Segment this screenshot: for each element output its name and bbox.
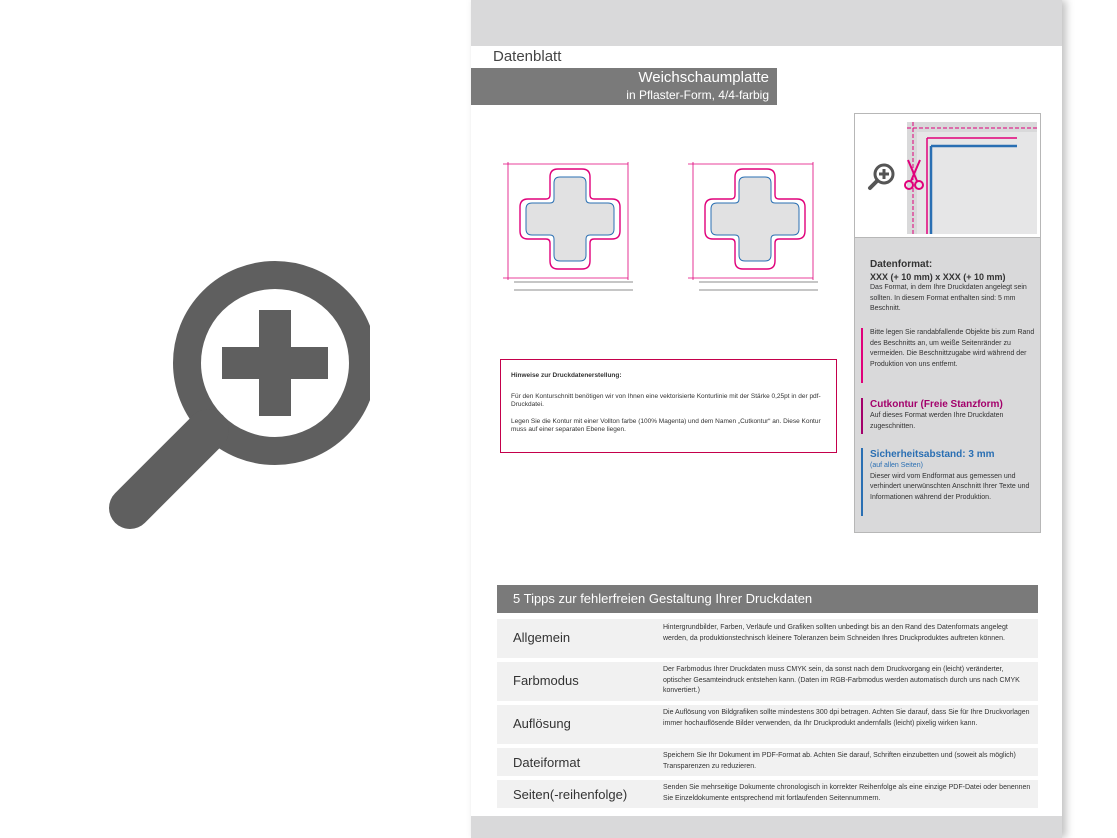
template-diagram-back (683, 152, 823, 297)
format-block (870, 258, 1035, 315)
product-title: Weichschaumplatte (638, 69, 769, 86)
top-band (471, 0, 1062, 46)
tip-label: Allgemein (513, 630, 571, 645)
format-size: XXX (+ 10 mm) x XXX (+ 10 mm) (870, 272, 1006, 282)
safety-marker (861, 448, 863, 516)
tip-label: Dateiformat (513, 755, 581, 770)
tip-label: Auflösung (513, 716, 571, 731)
zoom-in-icon[interactable] (867, 161, 897, 191)
tip-row (497, 619, 1038, 658)
format-heading: Datenformat: (870, 259, 933, 270)
format-text: Das Format, in dem Ihre Druckdaten angelegt sein sollten. In diesem Format enthalten sind: 5 mm Beschnitt. (870, 284, 1027, 312)
safety-block (870, 448, 1035, 503)
cut-block (870, 398, 1035, 432)
tip-label: Seiten(-reihenfolge) (513, 787, 628, 802)
datasheet-tab: Datenblatt (471, 46, 590, 68)
tip-row (497, 748, 1038, 776)
zoom-in-icon[interactable] (100, 250, 370, 550)
tip-label: Farbmodus (513, 673, 579, 688)
cut-text: Auf dieses Format werden Ihre Druckdaten zugeschnitten. (870, 412, 1004, 430)
product-subtitle: in Pflaster-Form, 4/4-farbig (626, 88, 769, 102)
cut-marker (861, 398, 863, 434)
safety-sub: (auf allen Seiten) (870, 462, 923, 469)
print-data-note (500, 359, 837, 453)
safety-text: Dieser wird vom Endformat aus gemessen und verhindert unerwünschten Anschnitt Ihrer Texte und Informationen während der Produktion. (870, 472, 1030, 501)
bleed-marker (861, 328, 863, 383)
note-paragraph-2: Legen Sie die Kontur mit einer Vollton farbe (100% Magenta) und dem Namen „Cutkontur“ an. Diese Kontur muss auf einer separaten Ebene liegen. (511, 417, 821, 433)
product-title-bar (471, 68, 777, 105)
template-diagram-front (498, 152, 638, 297)
bleed-text: Bitte legen Sie randabfallende Objekte bis zum Rand des Beschnitts an, um weiße Seitenränder zu vermeiden. Die Beschnittzugabe wird während der Produktion von uns entfernt. (870, 329, 1035, 368)
note-paragraph-1: Für den Konturschnitt benötigen wir von Ihnen eine vektorisierte Konturlinie mit der Stärke 0,25pt in der pdf-Druckdatei. (511, 392, 821, 408)
tip-text: Der Farbmodus Ihrer Druckdaten muss CMYK sein, da sonst nach dem Druckvorgang ein (leicht) veränderter, optischer Gesamteindruck entstehen kann. (Daten im RGB-Farbmodus werden automatisch durch uns nach CMYK konvertiert.) (663, 666, 1020, 694)
corner-zoom-panel (854, 113, 1041, 238)
format-info-panel (854, 238, 1041, 533)
tip-row (497, 780, 1038, 808)
tips-header: 5 Tipps zur fehlerfreien Gestaltung Ihrer Druckdaten (497, 585, 1038, 613)
scissors-icon (903, 158, 925, 192)
datasheet-page (471, 0, 1062, 838)
tip-text: Hintergrundbilder, Farben, Verläufe und Grafiken sollten unbedingt bis an den Rand des Datenformats angelegt werden, da produktionstechnisch kleinere Toleranzen beim Schneiden Ihres Druckproduktes auftreten können. (663, 624, 1008, 642)
tip-row (497, 705, 1038, 744)
note-heading: Hinweise zur Druckdatenerstellung: (511, 372, 622, 379)
tip-row (497, 662, 1038, 701)
tip-text: Speichern Sie Ihr Dokument im PDF-Format ab. Achten Sie darauf, Schriften einzubetten und (soweit als möglich) Transparenzen zu reduzieren. (663, 752, 1016, 770)
cut-heading: Cutkontur (Freie Stanzform) (870, 399, 1003, 410)
tip-text: Senden Sie mehrseitige Dokumente chronologisch in korrekter Reihenfolge als eine einzige PDF-Datei oder benennen Sie Einzeldokumente entsprechend mit fortlaufenden Seitennummern. (663, 784, 1031, 802)
safety-heading: Sicherheitsabstand: 3 mm (870, 449, 995, 460)
tip-text: Die Auflösung von Bildgrafiken sollte mindestens 300 dpi betragen. Achten Sie darauf, dass Sie für Ihre Druckvorlagen immer hochauflösende Bilder verwenden, da Ihr Druckprodukt andernfalls (leicht) pixelig wirken kann. (663, 709, 1030, 727)
bottom-band (471, 816, 1062, 838)
